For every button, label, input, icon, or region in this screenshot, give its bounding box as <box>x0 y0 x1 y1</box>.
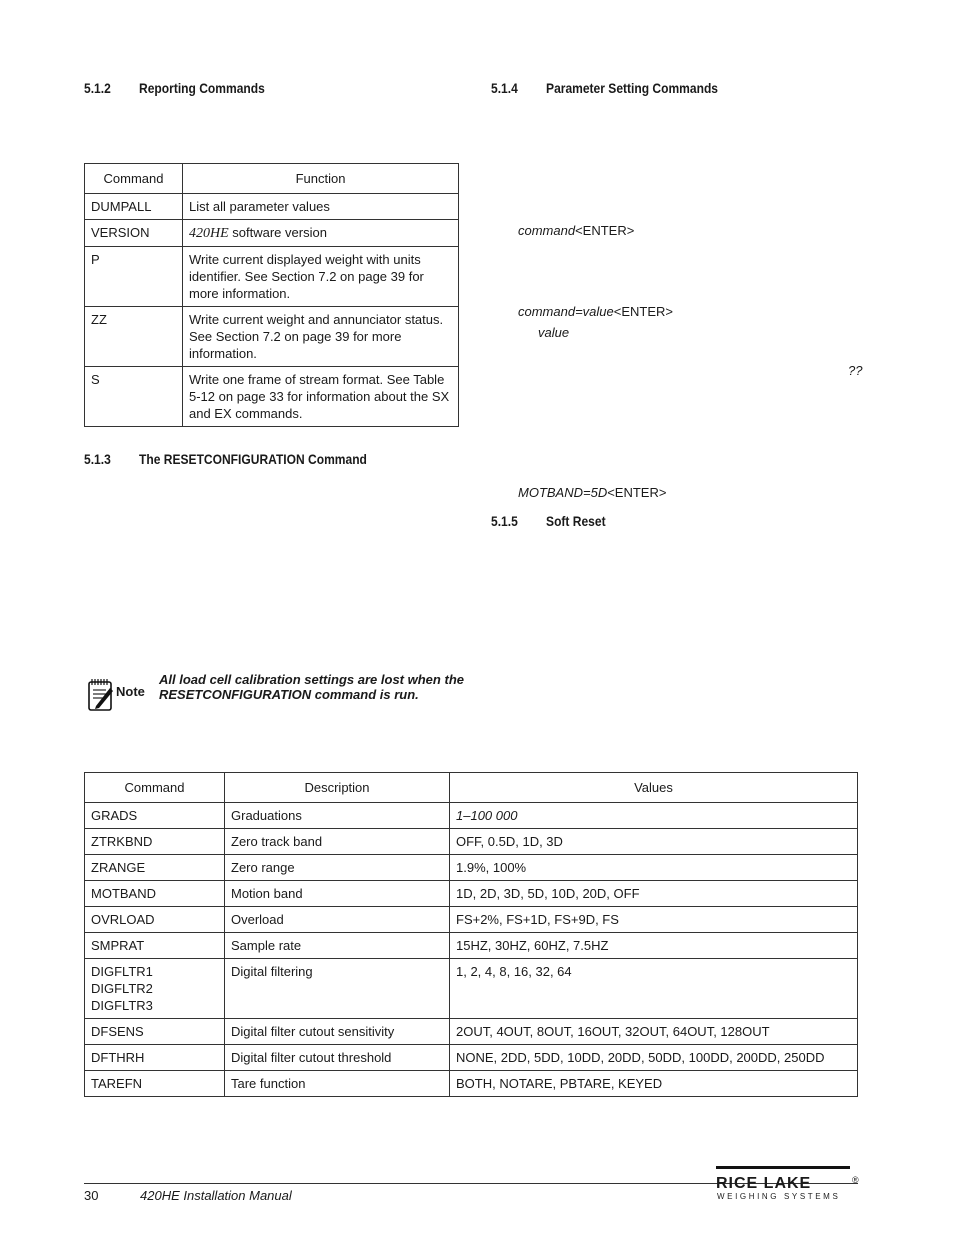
parameter-commands-table <box>84 772 858 1097</box>
table-header-row <box>85 773 858 803</box>
table-row <box>85 933 858 959</box>
reporting-commands-table <box>84 163 459 427</box>
command-cell: P <box>85 247 183 307</box>
logo-tagline: WEIGHING SYSTEMS <box>717 1192 841 1201</box>
rice-lake-logo <box>714 1166 860 1201</box>
section-title: The RESETCONFIGURATION Command <box>139 451 367 467</box>
function-text: software version <box>228 225 327 240</box>
syntax-italic: command=value <box>518 304 614 319</box>
table-row <box>85 907 858 933</box>
values-cell: 1–100 000 <box>450 803 858 829</box>
note-label: Note <box>116 684 145 699</box>
description-cell: Zero track band <box>225 829 450 855</box>
table-row <box>85 1045 858 1071</box>
command-cell: GRADS <box>85 803 225 829</box>
function-cell: Write one frame of stream format. See Table 5-12 on page 33 for information about the SX and EX commands. <box>183 367 459 427</box>
values-cell: NONE, 2DD, 5DD, 10DD, 20DD, 50DD, 100DD, 200DD, 250DD <box>450 1045 858 1071</box>
table-row <box>85 829 858 855</box>
command-cell: ZRANGE <box>85 855 225 881</box>
command-cell: TAREFN <box>85 1071 225 1097</box>
table-row <box>85 959 858 1019</box>
function-cell <box>183 220 459 247</box>
table-row <box>85 803 858 829</box>
command-cell: DFTHRH <box>85 1045 225 1071</box>
table-row <box>85 855 858 881</box>
command-cell: VERSION <box>85 220 183 247</box>
command-cell: ZTRKBND <box>85 829 225 855</box>
command-cell: DUMPALL <box>85 194 183 220</box>
column-header: Command <box>85 164 183 194</box>
values-cell: BOTH, NOTARE, PBTARE, KEYED <box>450 1071 858 1097</box>
table-row <box>85 367 459 427</box>
description-cell: Tare function <box>225 1071 450 1097</box>
table-row <box>85 247 459 307</box>
syntax-example <box>518 485 666 500</box>
function-cell: Write current weight and annunciator status. See Section 7.2 on page 39 for more information. <box>183 307 459 367</box>
description-cell: Sample rate <box>225 933 450 959</box>
syntax-italic: command <box>518 223 576 238</box>
column-header: Command <box>85 773 225 803</box>
table-row <box>85 881 858 907</box>
syntax-qq: ?? <box>848 363 863 378</box>
table-row <box>85 194 459 220</box>
syntax-line-query <box>518 223 634 238</box>
command-cell <box>85 959 225 1019</box>
section-heading-soft <box>491 513 606 529</box>
values-cell: FS+2%, FS+1D, FS+9D, FS <box>450 907 858 933</box>
command-cell: ZZ <box>85 307 183 367</box>
section-number: 5.1.2 <box>84 80 111 96</box>
values-cell: 1D, 2D, 3D, 5D, 10D, 20D, OFF <box>450 881 858 907</box>
table-row <box>85 220 459 247</box>
description-cell: Graduations <box>225 803 450 829</box>
section-heading-reset <box>84 451 367 467</box>
syntax-text: <ENTER> <box>613 304 673 319</box>
registered-mark: ® <box>852 1175 859 1185</box>
section-title: Reporting Commands <box>139 80 265 96</box>
description-cell: Motion band <box>225 881 450 907</box>
column-header: Values <box>450 773 858 803</box>
section-number: 5.1.4 <box>491 80 518 96</box>
logo-wordmark: RICE LAKE <box>716 1175 812 1192</box>
command-cell: S <box>85 367 183 427</box>
command-line: DIGFLTR2 <box>91 981 153 996</box>
values-cell: 15HZ, 30HZ, 60HZ, 7.5HZ <box>450 933 858 959</box>
section-number: 5.1.3 <box>84 451 111 467</box>
description-cell: Digital filter cutout sensitivity <box>225 1019 450 1045</box>
values-cell: 1, 2, 4, 8, 16, 32, 64 <box>450 959 858 1019</box>
command-cell: OVRLOAD <box>85 907 225 933</box>
section-number: 5.1.5 <box>491 513 518 529</box>
logo-bar <box>716 1166 850 1169</box>
function-cell: Write current displayed weight with units identifier. See Section 7.2 on page 39 for more information. <box>183 247 459 307</box>
command-cell: DFSENS <box>85 1019 225 1045</box>
description-cell: Overload <box>225 907 450 933</box>
function-cell: List all parameter values <box>183 194 459 220</box>
product-name: 420HE <box>189 226 229 241</box>
column-header: Function <box>183 164 459 194</box>
table-header-row <box>85 164 459 194</box>
page-number: 30 <box>84 1188 99 1203</box>
syntax-value-label: value <box>538 325 570 340</box>
description-cell: Digital filtering <box>225 959 450 1019</box>
section-heading-reporting <box>84 80 265 96</box>
description-cell: Digital filter cutout threshold <box>225 1045 450 1071</box>
command-cell: MOTBAND <box>85 881 225 907</box>
syntax-line-set <box>518 304 673 319</box>
note-text: All load cell calibration settings are lost when the RESETCONFIGURATION command is run. <box>159 672 464 702</box>
syntax-text: <ENTER> <box>575 223 635 238</box>
manual-title: 420HE Installation Manual <box>140 1188 292 1203</box>
values-cell: 1.9%, 100% <box>450 855 858 881</box>
section-title: Parameter Setting Commands <box>546 80 718 96</box>
values-cell: 2OUT, 4OUT, 8OUT, 16OUT, 32OUT, 64OUT, 128OUT <box>450 1019 858 1045</box>
command-cell: SMPRAT <box>85 933 225 959</box>
syntax-italic: MOTBAND=5D <box>518 485 608 500</box>
column-header: Description <box>225 773 450 803</box>
section-title: Soft Reset <box>546 513 606 529</box>
description-cell: Zero range <box>225 855 450 881</box>
table-row <box>85 1071 858 1097</box>
values-cell: OFF, 0.5D, 1D, 3D <box>450 829 858 855</box>
syntax-text: <ENTER> <box>607 485 667 500</box>
table-row <box>85 307 459 367</box>
section-heading-param <box>491 80 718 96</box>
command-line: DIGFLTR1 <box>91 964 153 979</box>
command-line: DIGFLTR3 <box>91 998 153 1013</box>
table-row <box>85 1019 858 1045</box>
